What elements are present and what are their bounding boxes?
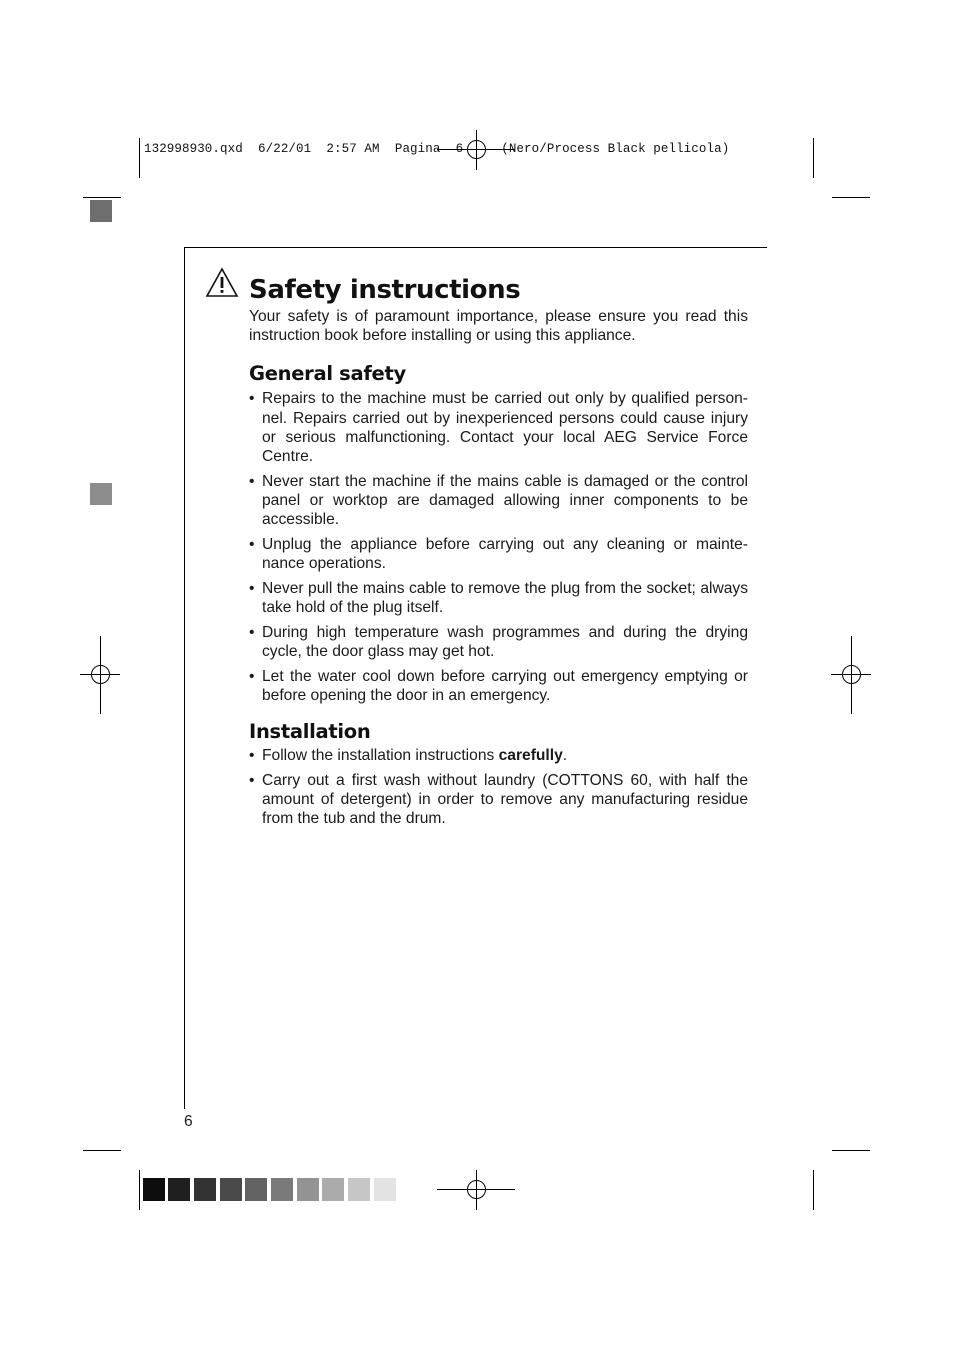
main-content [249,272,748,834]
list-item-text: Never pull the mains cable to remove the plug from the socket; always take hold of the plug itself. [262,579,748,616]
registration-mark-icon [80,636,120,714]
registration-mark-icon [437,1170,515,1210]
bullet-dot: • [249,390,255,408]
bullet-dot: • [249,746,255,764]
page-number: 6 [184,1113,193,1130]
warning-triangle-icon [205,267,239,298]
bullet-dot: • [249,472,255,490]
general-safety-list [249,389,748,705]
crop-mark [139,1170,140,1210]
registration-mark-icon [437,130,515,170]
color-swatch [143,1178,165,1201]
list-item [249,667,748,705]
list-item [249,472,748,530]
color-swatch [374,1178,396,1201]
list-item-text: Repairs to the machine must be carried out only by qualified person-nel. Repairs carried out by inexperienced persons could cause injury or serious malfunctioning. Contact your local AEG Service Force Centre. [262,390,748,466]
top-rule [184,247,767,248]
color-swatch [348,1178,370,1201]
crop-mark [832,1150,870,1151]
list-item-text: Unplug the appliance before carrying out any cleaning or mainte-nance operations. [262,535,748,573]
crop-mark [832,197,870,198]
color-swatch [245,1178,267,1201]
color-swatch [194,1178,216,1201]
installation-list [249,746,748,828]
crop-mark [813,1170,814,1210]
list-item [249,771,748,829]
print-slug: 132998930.qxd 6/22/01 2:57 AM Pagina 6 (Nero/Process Black pellicola) [144,142,730,156]
list-item-end: . [562,746,568,764]
bullet-dot: • [249,623,255,641]
page-title: Safety instructions [249,275,521,305]
general-safety-heading: General safety [249,362,406,386]
registration-mark-icon [831,636,871,714]
crop-mark [83,1150,121,1151]
list-item [249,746,748,765]
list-item [249,579,748,617]
color-swatch [168,1178,190,1201]
installation-heading: Installation [249,719,371,743]
list-item-text: Let the water cool down before carrying out emergency emptying or before opening the door in an emergency. [262,667,748,704]
bullet-dot: • [249,667,255,685]
crop-mark [83,197,121,198]
list-item-text: Follow the installation instructions [262,746,499,764]
list-item [249,623,748,661]
emphasis-text: carefully [498,746,563,764]
list-item [249,535,748,573]
list-item-text: Never start the machine if the mains cable is damaged or the control panel or worktop are damaged allowing inner components to be accessible. [262,472,748,529]
color-swatch [271,1178,293,1201]
list-item-text: During high temperature wash programmes and during the drying cycle, the door glass may get hot. [262,623,748,660]
color-swatch [322,1178,344,1201]
bullet-dot: • [249,535,255,553]
color-swatch [220,1178,242,1201]
intro-paragraph: Your safety is of paramount importance, please ensure you read this instruction book before installing or using this appliance. [249,308,748,345]
section-marker [90,200,112,222]
color-swatch [297,1178,319,1201]
crop-mark [139,138,140,178]
bullet-dot: • [249,771,255,789]
bullet-dot: • [249,579,255,597]
section-marker [90,483,112,505]
list-item [249,389,748,466]
list-item-text: Carry out a first wash without laundry (COTTONS 60, with half the amount of detergent) in order to remove any manufacturing residue from the tub and the drum. [262,771,748,828]
left-rule [184,247,185,1109]
crop-mark [813,138,814,178]
